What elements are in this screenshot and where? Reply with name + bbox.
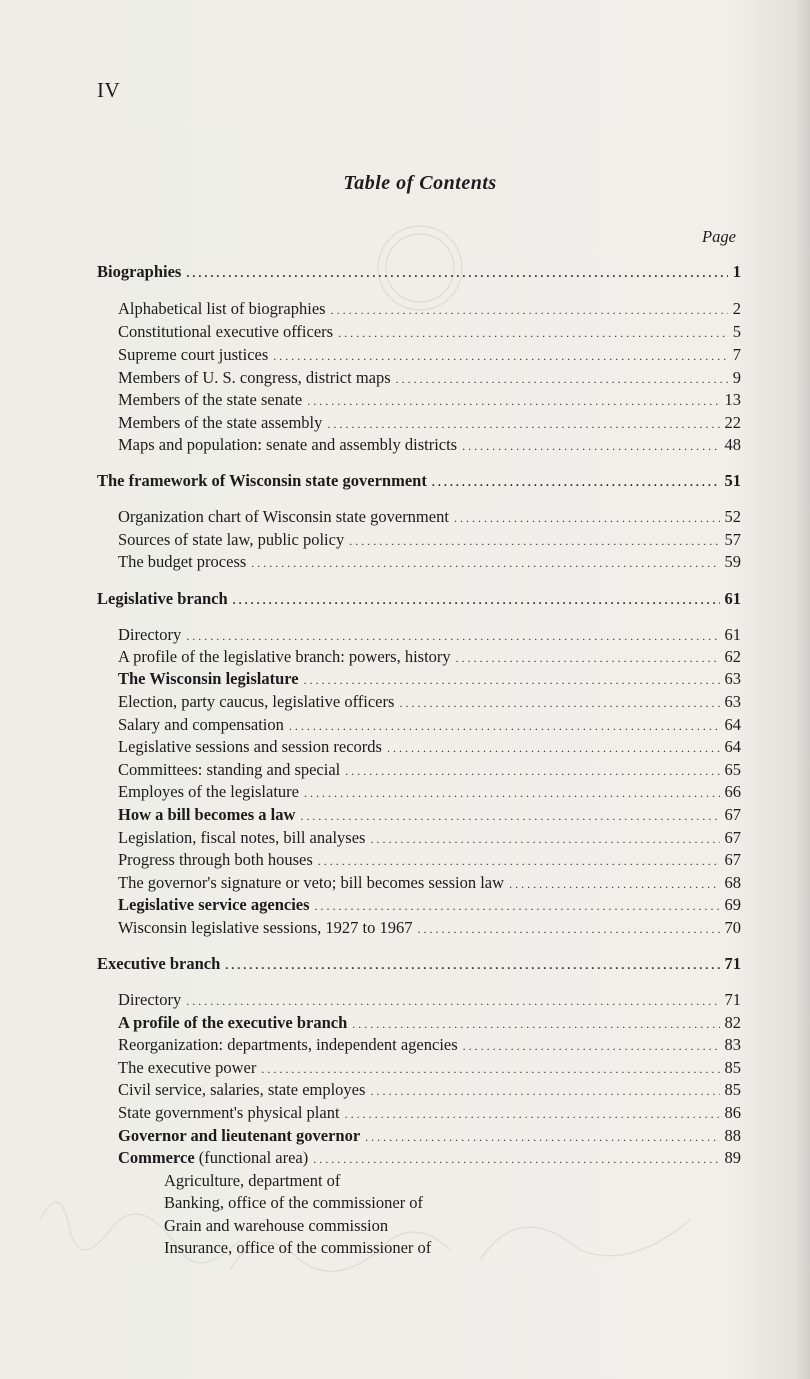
- toc-item-label: Legislative service agencies: [118, 895, 310, 914]
- toc-item-label: Civil service, salaries, state employes: [118, 1080, 366, 1099]
- dot-leader: [186, 624, 719, 647]
- toc-item-label-suffix: (functional area): [194, 1148, 309, 1167]
- toc-item-label: A profile of the executive branch: [118, 1013, 348, 1032]
- dot-leader: [304, 668, 720, 691]
- toc-subitem[interactable]: Agriculture, department of: [164, 1171, 341, 1190]
- toc-page-number: 59: [724, 552, 741, 571]
- toc-item-label: The Wisconsin legislature: [118, 669, 299, 688]
- toc-page-number: 5: [732, 322, 741, 341]
- toc-page-number: 52: [724, 507, 741, 526]
- toc-page-number: 64: [724, 715, 741, 734]
- dot-leader: [463, 1034, 720, 1057]
- toc-item[interactable]: [118, 389, 741, 411]
- toc-item[interactable]: [118, 759, 741, 781]
- toc-page-number: 71: [724, 990, 741, 1009]
- toc-item-label: Sources of state law, public policy: [118, 530, 345, 549]
- toc-item-label: Legislative sessions and session records: [118, 737, 382, 756]
- toc-section-title: Biographies: [97, 262, 182, 281]
- toc-page-number: 63: [724, 669, 741, 688]
- toc-page-number: 83: [724, 1035, 741, 1054]
- toc-item[interactable]: [118, 1057, 741, 1079]
- dot-leader: [233, 588, 720, 611]
- toc-page-number: 64: [724, 737, 741, 756]
- toc-item[interactable]: [118, 781, 741, 803]
- dot-leader: [225, 953, 719, 976]
- toc-item[interactable]: [118, 736, 741, 758]
- toc-item-label: Members of U. S. congress, district maps: [118, 368, 391, 387]
- toc-page-number: 48: [724, 435, 741, 454]
- toc-item-label: Directory: [118, 625, 182, 644]
- toc-item[interactable]: [118, 529, 741, 551]
- toc-page-number: 61: [724, 625, 741, 644]
- toc-item-label: Progress through both houses: [118, 850, 313, 869]
- toc-page-number: 57: [724, 530, 741, 549]
- toc-section-biographies[interactable]: [97, 261, 741, 283]
- toc-subitem[interactable]: Banking, office of the commissioner of: [164, 1193, 424, 1212]
- toc-item-label: A profile of the legislative branch: powers, history: [118, 647, 451, 666]
- toc-item-label: The governor's signature or veto; bill becomes session law: [118, 873, 505, 892]
- toc-item-label: Alphabetical list of biographies: [118, 299, 326, 318]
- page-column-header: Page: [702, 227, 736, 246]
- toc-page-number: 88: [724, 1126, 741, 1145]
- dot-leader: [349, 529, 719, 552]
- toc-item[interactable]: [118, 344, 741, 366]
- dot-leader: [186, 989, 719, 1012]
- toc-item[interactable]: [118, 894, 741, 916]
- toc-item[interactable]: [118, 434, 741, 456]
- toc-item-label: Wisconsin legislative sessions, 1927 to 1967: [118, 918, 413, 937]
- dot-leader: [396, 367, 728, 390]
- toc-item-label: Employes of the legislature: [118, 782, 299, 801]
- page-title: Table of Contents: [343, 172, 497, 194]
- toc-item[interactable]: [118, 668, 741, 690]
- dot-leader: [432, 470, 720, 493]
- toc-item[interactable]: [118, 321, 741, 343]
- toc-item[interactable]: [118, 1125, 741, 1147]
- toc-item-label: Members of the state senate: [118, 390, 303, 409]
- toc-item-label: Governor and lieutenant governor: [118, 1126, 361, 1145]
- toc-item[interactable]: [118, 551, 741, 573]
- dot-leader: [454, 506, 720, 529]
- toc-page-number: 7: [732, 345, 741, 364]
- toc-item-label: How a bill becomes a law: [118, 805, 296, 824]
- dot-leader: [289, 714, 720, 737]
- toc-item-label: Election, party caucus, legislative officers: [118, 692, 395, 711]
- toc-item[interactable]: [118, 691, 741, 713]
- toc-item[interactable]: [118, 989, 741, 1011]
- toc-page-number: 62: [724, 647, 741, 666]
- toc-page-number: 82: [724, 1013, 741, 1032]
- toc-item-label: The executive power: [118, 1058, 257, 1077]
- toc-page-number: 63: [724, 692, 741, 711]
- dot-leader: [186, 261, 727, 284]
- toc-section-legislative-branch[interactable]: [97, 588, 741, 610]
- toc-item[interactable]: [118, 1034, 741, 1056]
- toc-subitem[interactable]: Insurance, office of the commissioner of: [164, 1238, 432, 1257]
- toc-page-number: 1: [732, 262, 741, 281]
- toc-item-label: Directory: [118, 990, 182, 1009]
- dot-leader: [315, 894, 720, 917]
- toc-subitem[interactable]: Grain and warehouse commission: [164, 1216, 389, 1235]
- dot-leader: [304, 781, 720, 804]
- dot-leader: [251, 551, 719, 574]
- toc-item[interactable]: [118, 804, 741, 826]
- dot-leader: [261, 1057, 719, 1080]
- dot-leader: [345, 1102, 720, 1125]
- dot-leader: [273, 344, 727, 367]
- dot-leader: [370, 1079, 719, 1102]
- toc-page-number: 2: [732, 299, 741, 318]
- dot-leader: [300, 804, 719, 827]
- toc-page-number: 85: [724, 1058, 741, 1077]
- toc-item[interactable]: [118, 849, 741, 871]
- toc-page-number: 67: [724, 805, 741, 824]
- toc-item-label: Committees: standing and special: [118, 760, 341, 779]
- toc-page-number: 86: [724, 1103, 741, 1122]
- toc-item[interactable]: [118, 646, 741, 668]
- toc-page-number: 13: [724, 390, 741, 409]
- toc-item-label: Reorganization: departments, independent agencies: [118, 1035, 458, 1054]
- toc-item-label: Maps and population: senate and assembly districts: [118, 435, 458, 454]
- dot-leader: [318, 849, 720, 872]
- dot-leader: [462, 434, 719, 457]
- toc-item[interactable]: [118, 367, 741, 389]
- toc-page-number: 61: [724, 589, 741, 608]
- toc-item[interactable]: [118, 624, 741, 646]
- toc-page-number: 51: [724, 471, 741, 490]
- toc-item[interactable]: [118, 827, 741, 849]
- dot-leader: [352, 1012, 719, 1035]
- toc-item[interactable]: [118, 1012, 741, 1034]
- dot-leader: [509, 872, 719, 895]
- toc-item-commerce[interactable]: [118, 1147, 741, 1169]
- dot-leader: [456, 646, 720, 669]
- dot-leader: [345, 759, 719, 782]
- toc-page-number: 22: [724, 413, 741, 432]
- toc-item[interactable]: [118, 506, 741, 528]
- dot-leader: [313, 1147, 719, 1170]
- toc-item-label: Organization chart of Wisconsin state government: [118, 507, 449, 526]
- dot-leader: [418, 917, 720, 940]
- toc-item-label: Legislation, fiscal notes, bill analyses: [118, 828, 366, 847]
- toc-page-number: 71: [724, 954, 741, 973]
- dot-leader: [399, 691, 719, 714]
- toc-page-number: 70: [724, 918, 741, 937]
- dot-leader: [365, 1125, 719, 1148]
- toc-section-title: The framework of Wisconsin state government: [97, 471, 427, 490]
- dot-leader: [338, 321, 728, 344]
- toc-page-number: 89: [724, 1148, 741, 1167]
- toc-page-number: 9: [732, 368, 741, 387]
- toc-item-label: Commerce: [118, 1148, 195, 1167]
- toc-section-framework[interactable]: [97, 470, 741, 492]
- dot-leader: [307, 389, 719, 412]
- toc-page-number: 66: [724, 782, 741, 801]
- toc-item-label: Members of the state assembly: [118, 413, 323, 432]
- dot-leader: [327, 412, 719, 435]
- toc-page-number: 85: [724, 1080, 741, 1099]
- toc-section-title: Legislative branch: [97, 589, 228, 608]
- toc-item[interactable]: [118, 714, 741, 736]
- toc-item-label: Constitutional executive officers: [118, 322, 334, 341]
- toc-section-title: Executive branch: [97, 954, 221, 973]
- toc-page-number: 69: [724, 895, 741, 914]
- toc-item[interactable]: [118, 1079, 741, 1101]
- page-number: IV: [97, 78, 121, 102]
- toc-item[interactable]: [118, 298, 741, 320]
- toc-item-label: Salary and compensation: [118, 715, 284, 734]
- dot-leader: [331, 298, 728, 321]
- toc-page-number: 65: [724, 760, 741, 779]
- toc-page-number: 67: [724, 828, 741, 847]
- toc-item[interactable]: [118, 1102, 741, 1124]
- toc-item[interactable]: [118, 917, 741, 939]
- toc-item-label: State government's physical plant: [118, 1103, 340, 1122]
- toc-item-label: Supreme court justices: [118, 345, 269, 364]
- dot-leader: [370, 827, 719, 850]
- toc-item[interactable]: [118, 872, 741, 894]
- toc-page-number: 68: [724, 873, 741, 892]
- toc-section-executive-branch[interactable]: [97, 953, 741, 975]
- toc-item-label: The budget process: [118, 552, 247, 571]
- toc-item[interactable]: [118, 412, 741, 434]
- dot-leader: [387, 736, 720, 759]
- toc-page-number: 67: [724, 850, 741, 869]
